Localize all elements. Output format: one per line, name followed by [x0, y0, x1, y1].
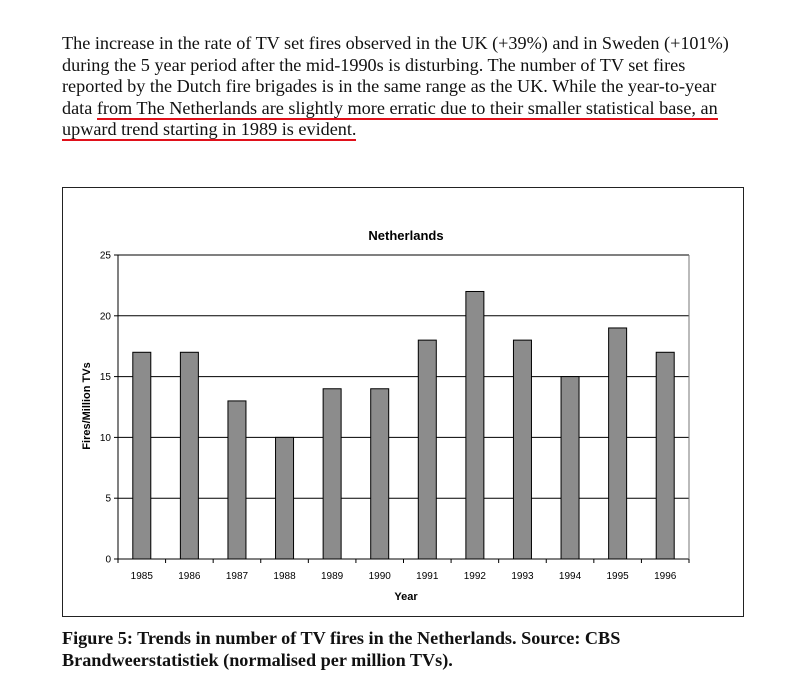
bar-1996 [656, 352, 674, 559]
y-tick-label: 15 [99, 372, 111, 384]
highlighted-text: from The Netherlands are slightly more erratic due to their smaller statistical base, an upward trend starting in 1989 is evident. [62, 97, 718, 139]
x-tick-label: 1994 [558, 571, 582, 582]
bar-1987 [228, 401, 246, 559]
x-tick-label: 1991 [416, 571, 439, 582]
x-tick-label: 1985 [130, 571, 153, 582]
bar-1985 [133, 352, 151, 559]
chart-frame [62, 187, 744, 617]
x-tick-label: 1988 [273, 571, 296, 582]
bar-1986 [180, 352, 198, 559]
x-tick-label: 1987 [225, 571, 249, 582]
y-tick-label: 10 [99, 432, 111, 444]
x-tick-label: 1992 [463, 571, 486, 582]
bar-1990 [371, 389, 389, 559]
netherlands-bar-chart [63, 188, 745, 618]
y-tick-label: 25 [99, 250, 111, 262]
paragraph-text: The increase in the rate of TV set fires observed in the UK (+39%) and in Sweden (+101%) during the 5 year period after the mid-1990s is disturbing. The number of TV set fires reported by the Dutch fire brigades is in the same range as the UK. While the year-to-year data [62, 33, 729, 118]
bar-1992 [466, 291, 484, 559]
intro-paragraph [62, 33, 742, 141]
y-tick-label: 5 [105, 493, 111, 505]
bar-1993 [513, 340, 531, 559]
x-tick-label: 1993 [511, 571, 534, 582]
bar-1989 [323, 389, 341, 559]
x-tick-label: 1995 [606, 571, 629, 582]
bar-1991 [418, 340, 436, 559]
bar-1995 [609, 328, 627, 559]
chart-title: Netherlands [368, 228, 444, 243]
x-tick-label: 1989 [321, 571, 344, 582]
x-tick-label: 1986 [178, 571, 201, 582]
bar-1994 [561, 377, 579, 559]
x-tick-label: 1990 [368, 571, 391, 582]
bars [133, 291, 674, 559]
figure-caption: Figure 5: Trends in number of TV fires in the Netherlands. Source: CBS Brandweerstatistiek (normalised per million TVs). [62, 628, 621, 670]
x-tick-label: 1996 [654, 571, 677, 582]
y-tick-label: 20 [99, 311, 111, 323]
y-tick-label: 0 [105, 554, 111, 566]
bar-1988 [276, 437, 294, 559]
y-axis-label: Fires/Million TVs [81, 362, 93, 450]
x-axis-label: Year [394, 591, 418, 603]
gridlines [118, 255, 689, 498]
